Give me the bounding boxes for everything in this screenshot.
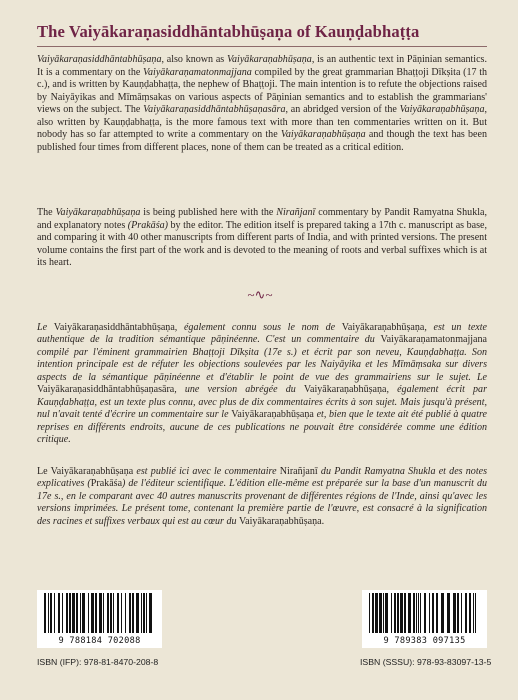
barcode-bar: [400, 593, 403, 633]
text-run: du Pandit Ramyatna Shukla et des notes explicatives (: [37, 466, 487, 490]
barcode-bar: [141, 593, 142, 633]
text-run: Le: [37, 322, 54, 333]
text-run: Vaiyākaraṇabhūṣaṇa: [239, 515, 322, 527]
title-rule: [37, 46, 487, 47]
barcode-bar: [372, 593, 374, 633]
barcode-right-bars: [368, 593, 481, 633]
barcode-bar: [408, 593, 411, 633]
text-run: Vaiyākaraṇabhūṣaṇa: [399, 104, 485, 116]
barcode-bar: [50, 593, 52, 633]
barcode-bar: [113, 593, 114, 633]
text-run: compiled by the great grammarian Bhaṭṭoji Dīkṣita (17 th c.), and is written by Kauṇḍabhaṭṭa, the nephew of Bhaṭṭoji. The main intention is to refute the objections raised by Naiyāyikas and Mīmāṃsakas on various aspects of Pāṇinian semantics and to establish the grammarians' views on the subject. The: [37, 66, 488, 116]
text-run: by the editor. The edition itself is prepared taking a 17th c. manuscript as base, and comparing it with 40 other manuscripts from different parts of India, and with printed versions. The present volume contains the first part of the work and is devoted to the meaning of roots and verbal suffixes which is at its heart.: [37, 219, 487, 269]
book-title: The Vaiyākaraṇasiddhāntabhūṣaṇa of Kauṇḍabhaṭṭa: [37, 22, 420, 41]
text-run: compilé par l'éminent grammairien Bhaṭṭoji Dīkṣita (17e s.) et écrit par son neveu, Kauṇḍabhaṭṭa. Son intention principale est de réfuter les objections soulevées par les Naiyāyika et les Mīmāṃsaka sur divers aspects de la sémantique pāṇinéenne et d'établir le point de vue des grammairiens sur le sujet. Le: [37, 346, 487, 383]
text-run: commentary by Pandit Ramyatna Shukla, and explanatory notes: [37, 207, 487, 231]
text-run: , également connu sous le nom de: [174, 322, 342, 333]
barcode-bar: [146, 593, 147, 633]
text-run: .: [321, 515, 325, 527]
barcode-left-digits: 9 788184 702088: [58, 636, 141, 646]
barcode-bar: [404, 593, 406, 633]
text-run: Vaiyākaraṇasiddhāntabhūṣaṇa: [37, 54, 162, 65]
text-run: et, bien que le texte ait été publié à quatre reprises en différents endroits, aucune de ces publications ne pouvait être considérée comme une édition critique.: [37, 409, 487, 446]
barcode-right: [362, 590, 487, 648]
barcode-bar: [432, 593, 434, 633]
barcode-bar: [379, 593, 382, 633]
barcode-bar: [375, 593, 378, 633]
barcode-bar: [397, 593, 399, 633]
barcode-bar: [121, 593, 122, 633]
barcode-bar: [457, 593, 459, 633]
barcode-bar: [461, 593, 462, 633]
barcode-bar: [44, 593, 46, 633]
barcode-bar: [383, 593, 384, 633]
barcode-bar: [416, 593, 417, 633]
isbn-right: ISBN (SSSU): 978-93-83097-13-5: [360, 657, 492, 667]
text-run: Vaiyākaraṇabhūṣaṇa: [341, 322, 425, 333]
text-run: Vaiyākaraṇabhūṣaṇa: [50, 466, 134, 477]
barcode-bar: [385, 593, 388, 633]
barcode-bar: [129, 593, 131, 633]
barcode-bar: [391, 593, 392, 633]
barcode-bar: [394, 593, 396, 633]
text-run: Vaiyākaraṇabhūṣaṇa: [280, 129, 366, 141]
barcode-bar: [447, 593, 450, 633]
text-run: Vaiyākaraṇamatonmajjana: [143, 66, 252, 78]
barcode-bar: [436, 593, 438, 633]
french-paragraph-2: [37, 466, 487, 528]
text-run: Vaiyākaraṇamatonmajjana: [380, 334, 487, 346]
text-run: , also known as: [161, 54, 227, 65]
barcode-bar: [465, 593, 467, 633]
text-run: Nirañjanī: [276, 207, 316, 218]
text-run: Vaiyākaraṇasiddhāntabhūṣaṇasāra: [37, 384, 175, 396]
barcode-bar: [429, 593, 430, 633]
barcode-bar: [80, 593, 81, 633]
barcode-bar: [143, 593, 145, 633]
barcode-bar: [58, 593, 60, 633]
english-paragraph-1: [37, 54, 487, 154]
barcode-bar: [125, 593, 126, 633]
barcode-bar: [453, 593, 456, 633]
barcode-bar: [99, 593, 102, 633]
barcode-left-bars: [43, 593, 156, 633]
barcode-bar: [413, 593, 415, 633]
barcode-bar: [418, 593, 419, 633]
barcode-bar: [420, 593, 421, 633]
text-run: is being published here with the: [140, 207, 277, 218]
french-paragraph-1: [37, 322, 487, 447]
barcode-bar: [424, 593, 426, 633]
text-run: Vaiyākaraṇabhūṣaṇa: [231, 409, 314, 421]
text-run: Vaiyākaraṇabhūṣaṇa: [55, 207, 141, 218]
text-run: est publié ici avec le commentaire: [133, 466, 280, 477]
text-run: Prakāśa: [90, 478, 123, 490]
text-run: , an abridged version of the: [285, 104, 400, 116]
barcode-bar: [95, 593, 97, 633]
barcode-bar: [91, 593, 94, 633]
barcode-bar: [441, 593, 444, 633]
text-run: ) de l'éditeur scientifique. L'édition elle-même est préparée sur la base d'un manuscrit du 17e s., en le comparant avec 40 autres manuscrits provenant de différentes régions de l'Inde, ainsi qu'avec les versions imprimées. Le présent tome, contenant la première partie de l'œuvre, est consacré à la signification des racines et suffixes verbaux qui est au cœur du: [37, 478, 488, 527]
text-run: , is an authentic text in Pāṇinian semantics. It is a commentary on the: [37, 54, 487, 78]
barcode-bar: [82, 593, 85, 633]
barcode-bar: [88, 593, 89, 633]
text-run: Nirañjanī: [279, 466, 318, 477]
text-run: Vaiyākaraṇasiddhāntabhūṣaṇasāra: [143, 104, 286, 116]
barcode-bar: [473, 593, 474, 633]
barcode-bar: [72, 593, 75, 633]
text-run: and though the text has been published four times from different places, none of them can be treated as a critical edition.: [37, 129, 487, 153]
text-run: Vaiyākaraṇabhūṣaṇa: [227, 54, 312, 65]
barcode-bar: [103, 593, 104, 633]
barcode-left: [37, 590, 162, 648]
text-run: Vaiyākaraṇasiddhāntabhūṣaṇa: [53, 322, 175, 333]
text-run: (Prakāśa): [127, 219, 168, 231]
text-run: , est un texte authentique de la tradition sémantique pāṇinéenne. C'est un commentaire du: [37, 322, 487, 346]
barcode-bar: [369, 593, 370, 633]
barcode-bar: [62, 593, 63, 633]
text-run: Le: [37, 466, 51, 477]
ornament-divider: ~∿~: [247, 287, 273, 302]
barcode-bar: [132, 593, 134, 633]
barcode-bar: [117, 593, 119, 633]
barcode-bar: [69, 593, 71, 633]
barcode-bar: [54, 593, 55, 633]
barcode-bar: [107, 593, 109, 633]
barcode-bar: [469, 593, 471, 633]
text-run: , une version abrégée du: [174, 384, 304, 396]
barcode-bar: [475, 593, 476, 633]
text-run: , également écrit par Kauṇḍabhaṭṭa, est un texte plus connu, avec plus de dix commentaires écrits à son sujet. Mais jusqu'à présent, nul n'avait tenté d'écrire un commentaire sur le: [37, 384, 487, 421]
isbn-left: ISBN (IFP): 978-81-8470-208-8: [37, 657, 159, 667]
text-run: The: [37, 207, 56, 218]
barcode-bar: [66, 593, 68, 633]
barcode-bar: [48, 593, 49, 633]
barcode-bar: [110, 593, 112, 633]
barcode-bar: [149, 593, 152, 633]
barcode-right-digits: 9 789383 097135: [383, 636, 466, 646]
english-paragraph-2: [37, 207, 487, 270]
text-run: , also written by Kauṇḍabhaṭṭa, is the more famous text with more than ten commentaries written on it. But nobody has so far attempted to write a commentary on the: [37, 104, 487, 141]
text-run: Vaiyākaraṇabhūṣaṇa: [303, 384, 387, 396]
barcode-bar: [136, 593, 139, 633]
barcode-bar: [76, 593, 78, 633]
